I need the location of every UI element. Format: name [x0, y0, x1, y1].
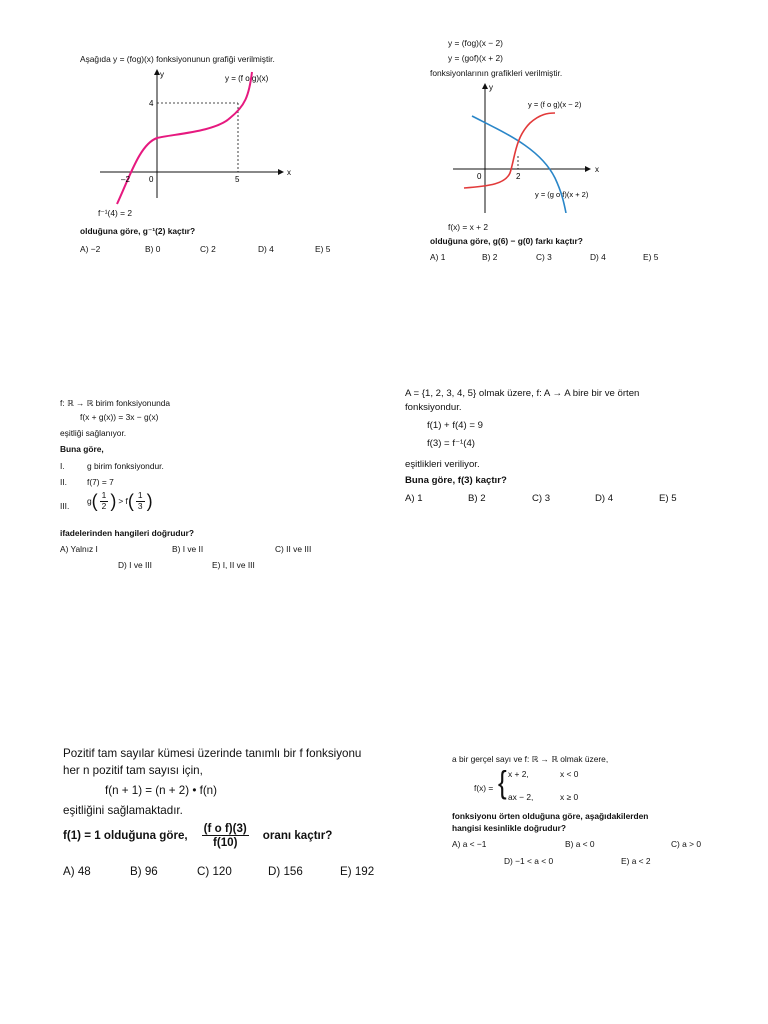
q2-option-c[interactable]: C) 3	[536, 252, 552, 262]
q4-option-a[interactable]: A) 1	[405, 493, 423, 504]
q1-tick-neg: –2	[121, 175, 130, 184]
q5-option-d[interactable]: D) 156	[268, 865, 303, 878]
q2-red-label: y = (f o g)(x − 2)	[528, 100, 582, 109]
q3-statement-2-num: II.	[60, 477, 67, 487]
q3-s3-gt: > f	[118, 495, 128, 506]
q3-option-c[interactable]: C) II ve III	[275, 544, 312, 554]
q5-fraction	[202, 822, 249, 850]
q2-tick-zero: 0	[477, 172, 482, 181]
q1-option-b[interactable]: B) 0	[145, 244, 161, 254]
q4-eq2: f(3) = f⁻¹(4)	[427, 438, 475, 449]
q4-line3: eşitlikleri veriliyor.	[405, 459, 480, 470]
q4-line1: A = {1, 2, 3, 4, 5} olmak üzere, f: A → A bire bir ve örten	[405, 388, 640, 399]
q5-q-pre: f(1) = 1 olduğuna göre,	[63, 829, 188, 843]
q1-option-a[interactable]: A) −2	[80, 244, 101, 254]
q6-fx: f(x) =	[474, 783, 494, 793]
q2-line2: y = (gof)(x + 2)	[448, 53, 503, 63]
q3-statement-1: g birim fonksiyondur.	[87, 461, 164, 471]
q6-case1: x + 2,	[508, 769, 529, 779]
q1-given: f⁻¹(4) = 2	[98, 208, 132, 218]
q3-line3: eşitliği sağlanıyor.	[60, 428, 127, 438]
q2-option-b[interactable]: B) 2	[482, 252, 498, 262]
q3-option-a[interactable]: A) Yalnız I	[60, 544, 98, 554]
q3-statement-3-num: III.	[60, 501, 70, 511]
q3-option-d[interactable]: D) I ve III	[118, 560, 152, 570]
q6-option-c[interactable]: C) a > 0	[671, 839, 702, 849]
q2-y-label: y	[489, 83, 493, 92]
q6-case2: ax − 2,	[508, 792, 534, 802]
q5-eq: f(n + 1) = (n + 2) • f(n)	[105, 784, 217, 797]
q6-option-b[interactable]: B) a < 0	[565, 839, 595, 849]
q6-question-1: fonksiyonu örten olduğuna göre, aşağıdakilerden	[452, 811, 649, 821]
q5-question	[63, 822, 332, 850]
q3-line4: Buna göre,	[60, 444, 104, 454]
q6-option-a[interactable]: A) a < −1	[452, 839, 487, 849]
q5-q-post: oranı kaçtır?	[262, 829, 333, 843]
q1-option-e[interactable]: E) 5	[315, 244, 331, 254]
q1-curve	[117, 72, 252, 204]
question-5	[55, 742, 385, 892]
q3-option-e[interactable]: E) I, II ve III	[212, 560, 255, 570]
q3-option-b[interactable]: B) I ve II	[172, 544, 204, 554]
q2-given: f(x) = x + 2	[448, 222, 489, 232]
q1-option-c[interactable]: C) 2	[200, 244, 216, 254]
q2-option-e[interactable]: E) 5	[643, 252, 659, 262]
q4-option-b[interactable]: B) 2	[468, 493, 486, 504]
q6-brace: {	[498, 764, 507, 800]
q1-x-label: x	[287, 168, 291, 177]
q3-statement-2: f(7) = 7	[87, 477, 114, 487]
q3-frac-half: $\frac{1}{2}$	[101, 490, 107, 511]
q2-tick-two: 2	[516, 172, 521, 181]
q5-option-a[interactable]: A) 48	[63, 865, 91, 878]
q4-option-d[interactable]: D) 4	[595, 493, 614, 504]
q3-statement-3: g ( $\frac{1}{2}$ ) > f ( $\frac{1}{3}$ )	[87, 490, 153, 512]
question-2	[420, 28, 665, 268]
q4-question: Buna göre, f(3) kaçtır?	[405, 475, 507, 486]
q1-y-label: y	[160, 70, 164, 79]
question-6	[440, 745, 715, 875]
question-1	[70, 44, 370, 264]
q1-tick-zero: 0	[149, 175, 154, 184]
q6-line1: a bir gerçel sayı ve f: ℝ → ℝ olmak üzere,	[452, 754, 609, 764]
q5-option-e[interactable]: E) 192	[340, 865, 375, 878]
q3-statement-1-num: I.	[60, 461, 65, 471]
q5-option-c[interactable]: C) 120	[197, 865, 232, 878]
q6-cond2: x ≥ 0	[560, 792, 579, 802]
q2-line1: y = (fog)(x − 2)	[448, 38, 503, 48]
question-3	[50, 390, 325, 575]
q4-eq1: f(1) + f(4) = 9	[427, 420, 483, 431]
question-4	[395, 380, 695, 510]
q2-line3: fonksiyonlarının grafikleri verilmiştir.	[430, 68, 563, 78]
q4-option-c[interactable]: C) 3	[532, 493, 551, 504]
q2-option-d[interactable]: D) 4	[590, 252, 606, 262]
q3-line1: f: ℝ → ℝ birim fonksiyonunda	[60, 398, 171, 408]
q1-question: olduğuna göre, g⁻¹(2) kaçtır?	[80, 226, 196, 236]
q1-tick-y: 4	[149, 99, 154, 108]
q2-question: olduğuna göre, g(6) − g(0) farkı kaçtır?	[430, 236, 583, 246]
q5-frac-den: f(10)	[212, 836, 238, 850]
q3-question: ifadelerinden hangileri doğrudur?	[60, 528, 195, 538]
q1-intro: Aşağıda y = (fog)(x) fonksiyonunun grafiği verilmiştir.	[80, 54, 275, 64]
q3-frac-third: $\frac{1}{3}$	[137, 490, 143, 511]
q5-line3: eşitliğini sağlamaktadır.	[63, 804, 183, 817]
q1-graph	[95, 66, 320, 206]
q4-option-e[interactable]: E) 5	[659, 493, 677, 504]
q3-line2: f(x + g(x)) = 3x − g(x)	[80, 412, 159, 422]
q5-option-b[interactable]: B) 96	[130, 865, 158, 878]
q1-option-d[interactable]: D) 4	[258, 244, 274, 254]
q5-line1: Pozitif tam sayılar kümesi üzerinde tanımlı bir f fonksiyonu	[63, 747, 362, 760]
q6-option-d[interactable]: D) −1 < a < 0	[504, 856, 554, 866]
q2-blue-label: y = (g o f)(x + 2)	[535, 190, 589, 199]
q2-graph	[450, 78, 665, 213]
q6-option-e[interactable]: E) a < 2	[621, 856, 651, 866]
q1-curve-label: y = (f o g)(x)	[225, 74, 269, 83]
q4-line2: fonksiyondur.	[405, 402, 462, 413]
q2-x-label: x	[595, 165, 599, 174]
q3-s3-g: g	[87, 495, 92, 506]
q1-tick-x: 5	[235, 175, 240, 184]
q2-option-a[interactable]: A) 1	[430, 252, 446, 262]
q5-line2: her n pozitif tam sayısı için,	[63, 764, 203, 777]
q5-frac-num: (f o f)(3)	[203, 822, 247, 835]
q6-cond1: x < 0	[560, 769, 579, 779]
q6-question-2: hangisi kesinlikle doğrudur?	[452, 823, 567, 833]
